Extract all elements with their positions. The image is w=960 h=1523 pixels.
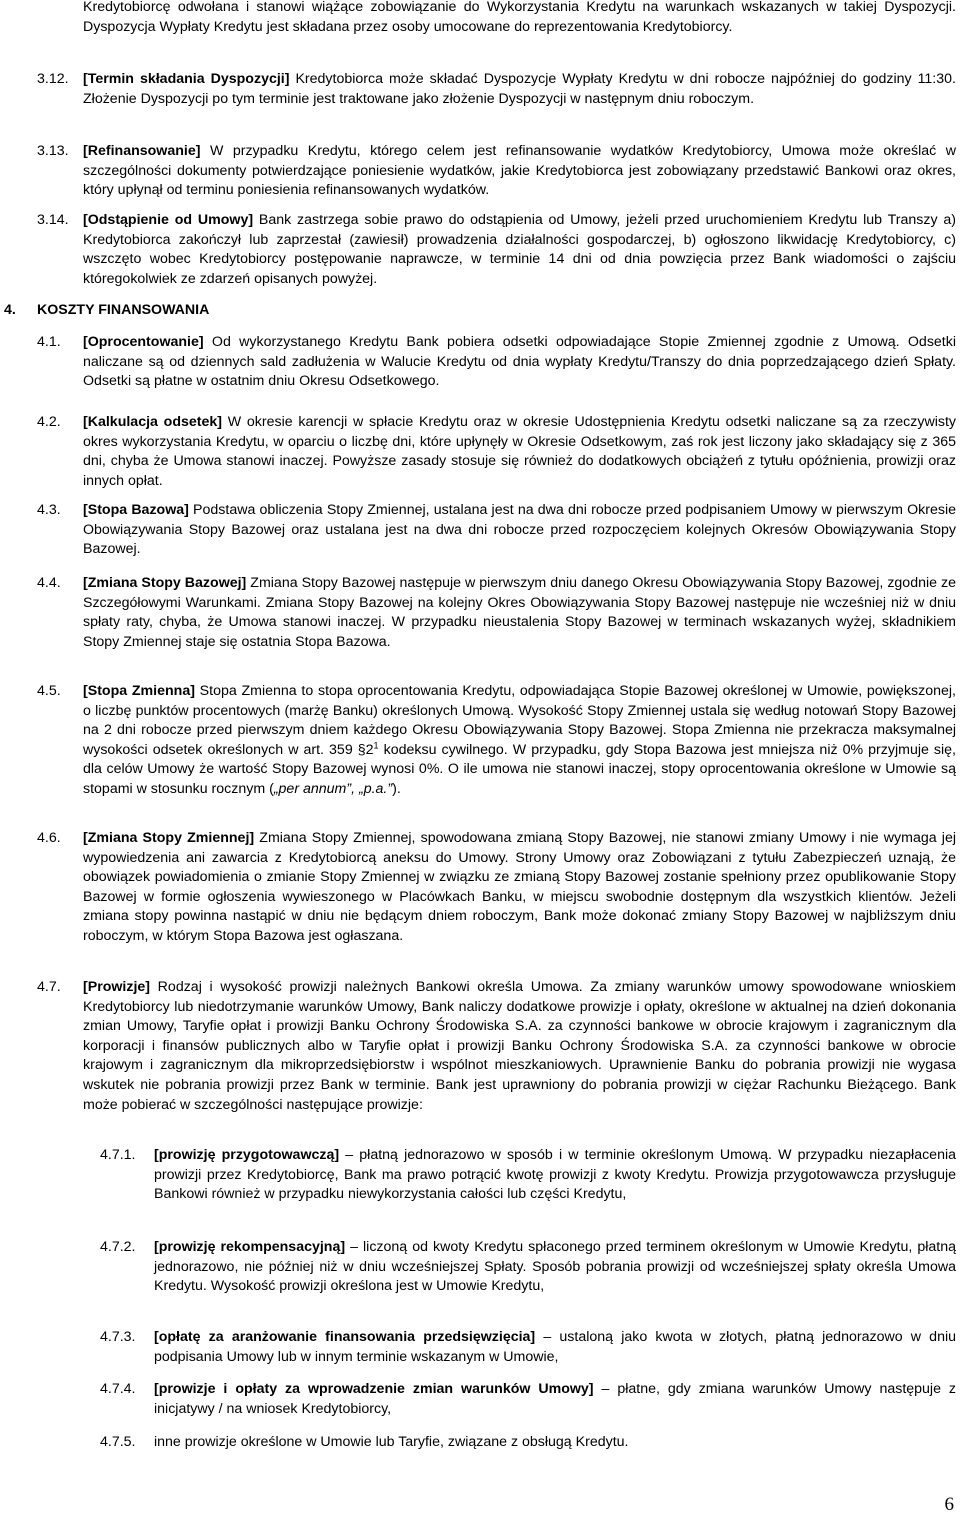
paragraph-text: W przypadku Kredytu, którego celem jest refinansowanie wydatków Kredytobiorcy, Umowa może określać w szczególności dokumenty potwierdzające poniesienie wydatków, jakie Kredytobiorca jest zobowiązany przedstawić Bankowi oraz okres, który upłynął od terminu poniesienia refinansowanych wydatków.	[83, 143, 956, 199]
paragraph-label: [Zmiana Stopy Zmiennej]	[83, 830, 255, 846]
paragraph-4-4	[37, 574, 956, 652]
paragraph-number: 4.5.	[37, 683, 61, 699]
paragraph-number: 4.4.	[37, 575, 61, 591]
page-number: 6	[944, 1494, 954, 1515]
paragraph-4-7-5	[100, 1433, 956, 1453]
paragraph-text: W okresie karencji w spłacie Kredytu oraz w okresie Udostępnienia Kredytu odsetki naliczane są za rzeczywisty okres wykorzystania Kredytu, w oparciu o liczbę dni, które upłynęły w Okresie Odsetkowym, zaś rok jest liczony jako składający się z 365 dni, chyba że Umowa stanowi inaczej. Powyższe zasady stosuje się również do dodatkowych obciążeń z tytułu opóźnienia, prowizji oraz innych opłat.	[83, 414, 956, 489]
paragraph-text: inne prowizje określone w Umowie lub Taryfie, związane z obsługą Kredytu.	[154, 1434, 629, 1450]
paragraph-label: [Kalkulacja odsetek]	[83, 414, 223, 430]
paragraph-number: 3.14.	[37, 212, 69, 228]
paragraph-label: [prowizję przygotowawczą]	[154, 1147, 340, 1163]
paragraph-4-2	[37, 413, 956, 491]
italic-text: „per annum”, „p.a.”	[273, 780, 393, 797]
paragraph-text: Od wykorzystanego Kredytu Bank pobiera odsetki odpowiadające Stopie Zmiennej zgodnie z Umową. Odsetki naliczane są od dziennych sald zadłużenia w Walucie Kredytu od dnia wypłaty Kredytu/Transzy do dnia poprzedzającego dzień Spłaty. Odsetki są płatne w ostatnim dniu Okresu Odsetkowego.	[83, 334, 956, 390]
paragraph-text: Zmiana Stopy Bazowej następuje w pierwszym dniu danego Okresu Obowiązywania Stopy Bazowej, zgodnie ze Szczegółowymi Warunkami. Zmiana Stopy Bazowej na kolejny Okres Obowiązywania Stopy Bazowej następuje nie wcześniej niż w dniu spłaty raty, chyba, że Umowa stanowi inaczej. W przypadku nieustalenia Stopy Bazowej w terminach wskazanych wyżej, składnikiem Stopy Zmiennej staje się ostatnia Stopa Bazowa.	[83, 575, 956, 650]
paragraph-label: [opłatę za aranżowanie finansowania przedsięwzięcia]	[154, 1329, 536, 1345]
paragraph-number: 3.13.	[37, 143, 69, 159]
paragraph-text: Stopa Zmienna to stopa oprocentowania Kredytu, odpowiadająca Stopie Bazowej określonej w Umowie, powiększonej, o liczbę punktów procentowych (marżę Banku) określonych Umową. Wysokość Stopy Zmiennej ustala się według notowań Stopy Bazowej na 2 dni robocze przed pierwszym dniem każdego Okresu Obowiązywania Stopy Bazowej. Stopa Zmienna nie przekracza maksymalnej wysokości odsetek określonych w art. 359 §2	[83, 683, 956, 758]
paragraph-number: 4.3.	[37, 502, 61, 518]
paragraph-4-7-1	[100, 1146, 956, 1205]
section-heading	[4, 301, 210, 321]
paragraph-label: [Oprocentowanie]	[83, 334, 204, 350]
paragraph-label: [Stopa Zmienna]	[83, 683, 195, 699]
paragraph-number: 4.7.1.	[100, 1147, 136, 1163]
paragraph-label: [Prowizje]	[83, 979, 151, 995]
paragraph-label: [Stopa Bazowa]	[83, 502, 189, 518]
paragraph-text: – ustaloną jako kwota w złotych, płatną jednorazowo w dniu podpisania Umowy lub w innym terminie wskazanym w Umowie,	[154, 1329, 957, 1365]
paragraph-text: Rodzaj i wysokość prowizji należnych Bankowi określa Umowa. Za zmiany warunków umowy spowodowane wnioskiem Kredytobiorcy lub niedotrzymanie warunków Umowy, Bank naliczy dodatkowe prowizje i opłaty, określone w aktualnej na dzień dokonania zmian Umowy, Taryfie opłat i prowizji Banku Ochrony Środowiska S.A. za czynności bankowe w obrocie krajowym i zagranicznym dla korporacji i finansów publicznych albo w Taryfie opłat i prowizji Banku Ochrony Środowiska S.A. za czynności bankowe w obrocie krajowym i zagranicznym dla mikroprzedsiębiorstw i wspólnot mieszkaniowych. Uprawnienie Banku do pobrania prowizji nie wygasa wskutek nie pobrania prowizji przez Bank w terminie. Bank jest uprawniony do pobrania prowizji w ciężar Rachunku Bieżącego. Bank może pobierać w szczególności następujące prowizje:	[83, 979, 956, 1113]
paragraph-4-5	[37, 682, 956, 800]
paragraph-number: 4.7.	[37, 979, 61, 995]
paragraph-label: [Refinansowanie]	[83, 143, 201, 159]
paragraph-label: [Zmiana Stopy Bazowej]	[83, 575, 247, 591]
paragraph-4-7-4	[100, 1380, 957, 1419]
paragraph-3-12	[37, 70, 956, 109]
paragraph-3-14	[37, 211, 956, 289]
paragraph-label: [prowizje i opłaty za wprowadzenie zmian warunków Umowy]	[154, 1381, 594, 1397]
section-number: 4.	[4, 302, 16, 318]
paragraph-number: 3.12.	[37, 71, 69, 87]
paragraph-text: Podstawa obliczenia Stopy Zmiennej, ustalana jest na dwa dni robocze przed podpisaniem Umowy w pierwszym Okresie Obowiązywania Stopy Bazowej oraz ustalana jest na dwa dni robocze przed rozpoczęciem kolejnych Okresów Obowiązywania Stopy Bazowej.	[83, 502, 957, 558]
paragraph-label: [Termin składania Dyspozycji]	[83, 71, 290, 87]
paragraph-4-3	[37, 501, 957, 560]
paragraph-number: 4.2.	[37, 414, 61, 430]
paragraph-label: [Odstąpienie od Umowy]	[83, 212, 254, 228]
paragraph-text: Kredytobiorca może składać Dyspozycje Wypłaty Kredytu w dni robocze najpóźniej do godziny 11:30. Złożenie Dyspozycji po tym terminie jest traktowane jako złożenie Dyspozycji w następnym dniu roboczym.	[83, 71, 956, 107]
paragraph-4-6	[37, 829, 956, 947]
paragraph-label: [prowizję rekompensacyjną]	[154, 1239, 346, 1255]
paragraph-4-7-3	[100, 1328, 957, 1367]
paragraph-text-end: ).	[392, 780, 401, 797]
paragraph-text: – płatną jednorazowo w sposób i w terminie określonym Umową. W przypadku niezapłacenia prowizji przez Kredytobiorcę, Bank ma prawo potrącić kwotę prowizji z kwoty Kredytu. Prowizja przygotowawcza przysługuje Bankowi również w przypadku niewykorzystania całości lub części Kredytu,	[154, 1147, 956, 1203]
paragraph-number: 4.7.2.	[100, 1239, 136, 1255]
paragraph-number: 4.6.	[37, 830, 61, 846]
section-title: KOSZTY FINANSOWANIA	[37, 302, 210, 318]
paragraph-4-1	[37, 333, 956, 392]
paragraph-text: – liczoną od kwoty Kredytu spłaconego przed terminem określonym w Umowie Kredytu, płatną jednorazowo, nie później niż w dniu wcześniejszej Spłaty. Sposób pobrania prowizji od wcześniejszej spłaty określa Umowa Kredytu. Wysokość prowizji określona jest w Umowie Kredytu,	[154, 1239, 956, 1295]
paragraph-number: 4.7.4.	[100, 1381, 136, 1397]
paragraph-text-cont: kodeksu cywilnego. W przypadku, gdy Stopa Bazowa jest mniejsza niż 0% przyjmuje się, dla celów Umowy że wartość Stopy Bazowej wynosi 0%. O ile umowa nie stanowi inaczej, stopy oprocentowania określone w Umowie są stopami w stosunku rocznym (	[83, 741, 956, 797]
paragraph-text: Bank zastrzega sobie prawo do odstąpienia od Umowy, jeżeli przed uruchomieniem Kredytu lub Transzy a) Kredytobiorca zakończył lub zaprzestał (zawiesił) prowadzenia działalności gospodarczej, b) ogłoszono likwidację Kredytobiorcy, c) wszczęto wobec Kredytobiorcy postępowanie naprawcze, w terminie 14 dni od dnia powzięcia przez Bank wiadomości o zajściu któregokolwiek ze zdarzeń opisanych powyżej.	[83, 212, 956, 287]
paragraph-4-7-2	[100, 1238, 956, 1297]
paragraph-text: Kredytobiorcę odwołana i stanowi wiążące zobowiązanie do Wykorzystania Kredytu na warunkach wskazanych w takiej Dyspozycji. Dyspozycja Wypłaty Kredytu jest składana przez osoby umocowane do reprezentowania Kredytobiorcy.	[83, 0, 956, 35]
paragraph-4-7	[37, 978, 956, 1115]
paragraph-3-13	[37, 142, 956, 201]
superscript: 1	[373, 740, 379, 751]
paragraph-number: 4.1.	[37, 334, 61, 350]
paragraph-number: 4.7.3.	[100, 1329, 136, 1345]
paragraph-intro	[83, 0, 956, 37]
paragraph-number: 4.7.5.	[100, 1434, 136, 1450]
paragraph-text: – płatne, gdy zmiana warunków Umowy następuje z inicjatywy / na wniosek Kredytobiorcy,	[154, 1381, 957, 1417]
paragraph-text: Zmiana Stopy Zmiennej, spowodowana zmianą Stopy Bazowej, nie stanowi zmiany Umowy i nie wymaga jej wypowiedzenia ani zawarcia z Kredytobiorcą aneksu do Umowy. Strony Umowy oraz Zobowiązani z tytułu Zabezpieczeń uznają, że obowiązek powiadomienia o zmianie Stopy Zmiennej w związku ze zmianą Stopy Bazowej zostanie spełniony przez opublikowanie Stopy Bazowej w formie ogłoszenia wywieszonego w Placówkach Banku, w miejscu swobodnie dostępnym dla wszystkich klientów. Jeżeli zmiana stopy powinna nastąpić w dniu nie będącym dniem roboczym, Bank może dokonać zmiany Stopy Bazowej w najbliższym dniu roboczym, w którym Stopa Bazowa jest ogłaszana.	[83, 830, 956, 944]
